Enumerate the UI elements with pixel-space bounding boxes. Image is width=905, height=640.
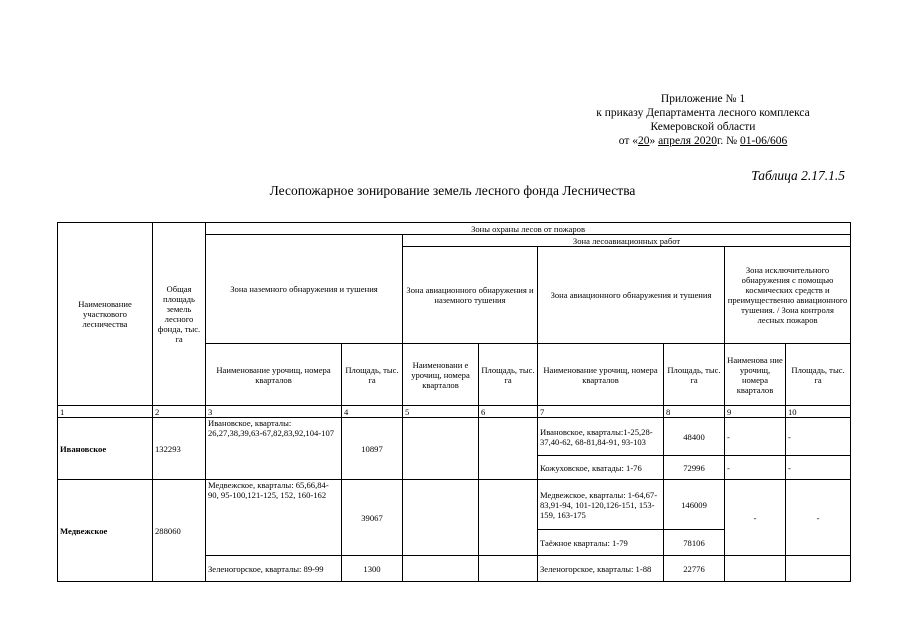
date-year-suffix: г. № <box>716 135 740 147</box>
space-area-ivanovskoe-2: - <box>786 456 851 480</box>
header-protection-zones: Зоны охраны лесов от пожаров <box>206 223 851 235</box>
avdet-tracts-medvezhye-1: Медвежское, кварталы: 1-64,67-83,91-94, 101-120,126-151, 153-159, 163-175 <box>538 480 664 530</box>
appendix-title: Приложение № 1 <box>660 93 746 105</box>
space-area-medvezhye: - <box>786 480 851 556</box>
date-month-year: апреля 2020 <box>658 135 717 147</box>
col-num-7: 7 <box>538 406 664 418</box>
header-forestry-name: Наименование участкового лесничества <box>58 223 153 406</box>
avground-area-medvezhye-2 <box>479 556 538 582</box>
date-day: 20 <box>637 135 650 147</box>
col-num-1: 1 <box>58 406 153 418</box>
avdet-area-medvezhye-1: 146009 <box>664 480 725 530</box>
header-space-area: Площадь, тыс. га <box>786 344 851 406</box>
space-tracts-ivanovskoe-2: - <box>725 456 786 480</box>
header-ground-tracts: Наименование урочищ, номера кварталов <box>206 344 342 406</box>
total-area-ivanovskoe: 132293 <box>153 418 206 480</box>
col-num-10: 10 <box>786 406 851 418</box>
ground-tracts-medvezhye-1: Медвежское, кварталы: 65,66,84-90, 95-100,121-125, 152, 160-162 <box>206 480 342 556</box>
col-num-9: 9 <box>725 406 786 418</box>
header-aviation-zone: Зона лесоавиационных работ <box>403 235 851 247</box>
header-aviation-ground-zone: Зона авиационного обнаружения и наземного тушения <box>403 247 538 344</box>
appendix-order-ref: к приказу Департамента лесного комплекса <box>596 107 810 119</box>
header-avground-area: Площадь, тыс. га <box>479 344 538 406</box>
fire-zoning-table <box>57 222 851 582</box>
column-number-row <box>58 406 851 418</box>
header-ground-area: Площадь, тыс. га <box>342 344 403 406</box>
col-num-6: 6 <box>479 406 538 418</box>
date-mid: » <box>649 135 659 147</box>
header-avground-tracts: Наименовани е урочищ, номера кварталов <box>403 344 479 406</box>
ground-area-medvezhye-1: 39067 <box>342 480 403 556</box>
avground-area-medvezhye <box>479 480 538 556</box>
table-row <box>58 480 851 530</box>
space-area-ivanovskoe-1: - <box>786 418 851 456</box>
space-area-medvezhye-3 <box>786 556 851 582</box>
header-total-area: Общая площадь земель лесного фонда, тыс. га <box>153 223 206 406</box>
avdet-tracts-medvezhye-3: Зеленогорское, кварталы: 1-88 <box>538 556 664 582</box>
avground-tracts-ivanovskoe <box>403 418 479 480</box>
order-number: 01-06/606 <box>740 135 788 147</box>
avground-tracts-medvezhye <box>403 480 479 556</box>
avdet-area-ivanovskoe-1: 48400 <box>664 418 725 456</box>
header-space-tracts: Наименова ние урочищ, номера кварталов <box>725 344 786 406</box>
ground-area-medvezhye-2: 1300 <box>342 556 403 582</box>
forestry-name-ivanovskoe: Ивановское <box>58 418 153 480</box>
header-space-zone: Зона исключительного обнаружения с помощью космических средств и преимущественно авиационного тушения. / Зона контроля лесных пожаров <box>725 247 851 344</box>
avdet-area-medvezhye-3: 22776 <box>664 556 725 582</box>
header-ground-zone: Зона наземного обнаружения и тушения <box>206 235 403 344</box>
avdet-tracts-ivanovskoe-1: Ивановское, кварталы:1-25,28-37,40-62, 68-81,84-91, 93-103 <box>538 418 664 456</box>
table-row <box>58 418 851 456</box>
col-num-3: 3 <box>206 406 342 418</box>
header-row-1 <box>58 223 851 235</box>
avground-tracts-medvezhye-2 <box>403 556 479 582</box>
space-tracts-medvezhye-3 <box>725 556 786 582</box>
col-num-8: 8 <box>664 406 725 418</box>
forestry-name-medvezhye: Медвежское <box>58 480 153 582</box>
space-tracts-medvezhye: - <box>725 480 786 556</box>
document-title: Лесопожарное зонирование земель лесного фонда Лесничества <box>269 183 636 198</box>
avdet-tracts-medvezhye-2: Таёжное кварталы: 1-79 <box>538 530 664 556</box>
appendix-region: Кемеровской области <box>650 121 756 133</box>
total-area-medvezhye: 288060 <box>153 480 206 582</box>
avdet-area-ivanovskoe-2: 72996 <box>664 456 725 480</box>
ground-tracts-medvezhye-2: Зеленогорское, кварталы: 89-99 <box>206 556 342 582</box>
table-number: Таблица 2.17.1.5 <box>751 168 845 183</box>
appendix-block <box>560 92 846 148</box>
ground-area-ivanovskoe: 10897 <box>342 418 403 480</box>
header-avdet-area: Площадь, тыс. га <box>664 344 725 406</box>
header-aviation-detection-zone: Зона авиационного обнаружения и тушения <box>538 247 725 344</box>
header-avdet-tracts: Наименование урочищ, номера кварталов <box>538 344 664 406</box>
avground-area-ivanovskoe <box>479 418 538 480</box>
avdet-tracts-ivanovskoe-2: Кожуховское, кватады: 1-76 <box>538 456 664 480</box>
ground-tracts-ivanovskoe: Ивановское, кварталы: 26,27,38,39,63-67,82,83,92,104-107 <box>206 418 342 480</box>
col-num-5: 5 <box>403 406 479 418</box>
date-prefix: от « <box>618 135 638 147</box>
col-num-2: 2 <box>153 406 206 418</box>
col-num-4: 4 <box>342 406 403 418</box>
appendix-date-line <box>560 134 846 148</box>
avdet-area-medvezhye-2: 78106 <box>664 530 725 556</box>
space-tracts-ivanovskoe-1: - <box>725 418 786 456</box>
